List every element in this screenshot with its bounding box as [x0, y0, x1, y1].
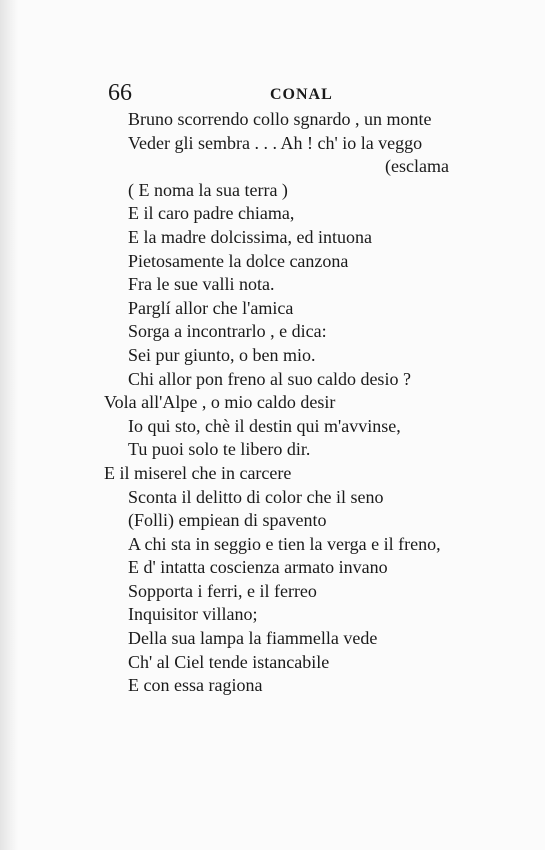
verse-line-overflow: (esclama: [385, 156, 449, 177]
verse-line: ( E noma la sua terra ): [128, 179, 288, 200]
verse-line: E con essa ragiona: [128, 675, 263, 696]
verse-line: Vola all'Alpe , o mio caldo desir: [104, 392, 336, 413]
page-number: 66: [108, 80, 132, 106]
verse-line: Veder gli sembra . . . Ah ! ch' io la veggo: [128, 132, 423, 153]
verse-line: Io qui sto, chè il destin qui m'avvinse,: [128, 415, 401, 436]
verse-line: Sconta il delitto di color che il seno: [128, 486, 384, 507]
verse-line: Sorga a incontrarlo , e dica:: [128, 321, 327, 342]
verse-line: E la madre dolcissima, ed intuona: [128, 226, 372, 247]
verse-line: E d' intatta coscienza armato invano: [128, 557, 388, 578]
verse-line: (Folli) empiean di spavento: [128, 510, 327, 531]
page-header: [108, 78, 438, 108]
verse-line: E il caro padre chiama,: [128, 203, 295, 224]
verse-line: Pietosamente la dolce canzona: [128, 250, 349, 271]
verse-line: Inquisitor villano;: [128, 604, 258, 625]
running-head: CONAL: [270, 86, 333, 103]
verse-line: Ch' al Ciel tende istancabile: [128, 651, 330, 672]
verse-line: Parglí allor che l'amica: [128, 297, 294, 318]
verse-line: Chi allor pon freno al suo caldo desio ?: [128, 368, 411, 389]
verse-line: Tu puoi solo te libero dir.: [128, 439, 311, 460]
verse-line: Sopporta i ferri, e il ferreo: [128, 580, 317, 601]
verse-line: Bruno scorrendo collo sgnardo , un monte: [128, 109, 432, 129]
verse-line: A chi sta in seggio e tien la verga e il freno,: [128, 533, 441, 554]
verse-line: E il miserel che in carcere: [104, 462, 292, 483]
verse-line: Fra le sue valli nota.: [128, 274, 275, 295]
verse-line: Della sua lampa la fiammella vede: [128, 628, 378, 649]
verse-block: [0, 108, 545, 698]
verse-line: Sei pur giunto, o ben mio.: [128, 344, 316, 365]
